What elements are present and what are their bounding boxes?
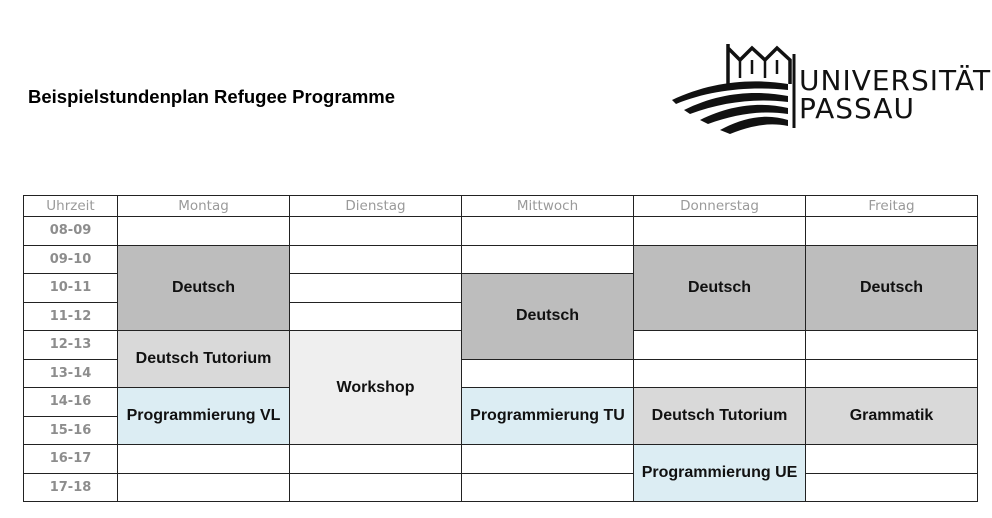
empty-slot [634,217,806,246]
header-montag: Montag [118,196,290,217]
event-donnerstag-programmierung: Programmierung UE [634,445,806,502]
empty-slot [290,445,462,474]
event-montag-tutorium: Deutsch Tutorium [118,331,290,388]
event-dienstag-workshop: Workshop [290,331,462,445]
empty-slot [806,474,978,503]
header-mittwoch: Mittwoch [462,196,634,217]
header-uhrzeit: Uhrzeit [24,196,118,217]
empty-slot [290,474,462,503]
time-slot: 10-11 [24,274,118,303]
empty-slot [806,217,978,246]
event-montag-deutsch: Deutsch [118,246,290,332]
page-title: Beispielstundenplan Refugee Programme [28,86,396,107]
time-slot: 15-16 [24,417,118,446]
empty-slot [806,331,978,360]
empty-slot [290,217,462,246]
empty-slot [462,217,634,246]
timetable [23,195,978,502]
empty-slot [118,445,290,474]
empty-slot [462,445,634,474]
logo-text-passau: PASSAU [799,92,915,125]
time-slot: 09-10 [24,246,118,275]
header-dienstag: Dienstag [290,196,462,217]
time-slot: 08-09 [24,217,118,246]
event-mittwoch-deutsch: Deutsch [462,274,634,360]
time-slot: 11-12 [24,303,118,332]
event-freitag-deutsch: Deutsch [806,246,978,332]
event-freitag-grammatik: Grammatik [806,388,978,445]
time-slot: 13-14 [24,360,118,389]
empty-slot [118,474,290,503]
empty-slot [634,331,806,360]
time-slot: 17-18 [24,474,118,503]
empty-slot [462,246,634,275]
empty-slot [462,360,634,389]
empty-slot [634,360,806,389]
empty-slot [806,445,978,474]
event-mittwoch-programmierung: Programmierung TU [462,388,634,445]
time-slot: 16-17 [24,445,118,474]
empty-slot [462,474,634,503]
time-slot: 12-13 [24,331,118,360]
empty-slot [118,217,290,246]
empty-slot [290,246,462,275]
header-freitag: Freitag [806,196,978,217]
header-donnerstag: Donnerstag [634,196,806,217]
empty-slot [290,274,462,303]
empty-slot [290,303,462,332]
event-donnerstag-deutsch: Deutsch [634,246,806,332]
empty-slot [806,360,978,389]
event-montag-programmierung: Programmierung VL [118,388,290,445]
event-donnerstag-tutorium: Deutsch Tutorium [634,388,806,445]
time-slot: 14-16 [24,388,118,417]
logo-text-universitaet: UNIVERSITÄT [799,64,992,97]
